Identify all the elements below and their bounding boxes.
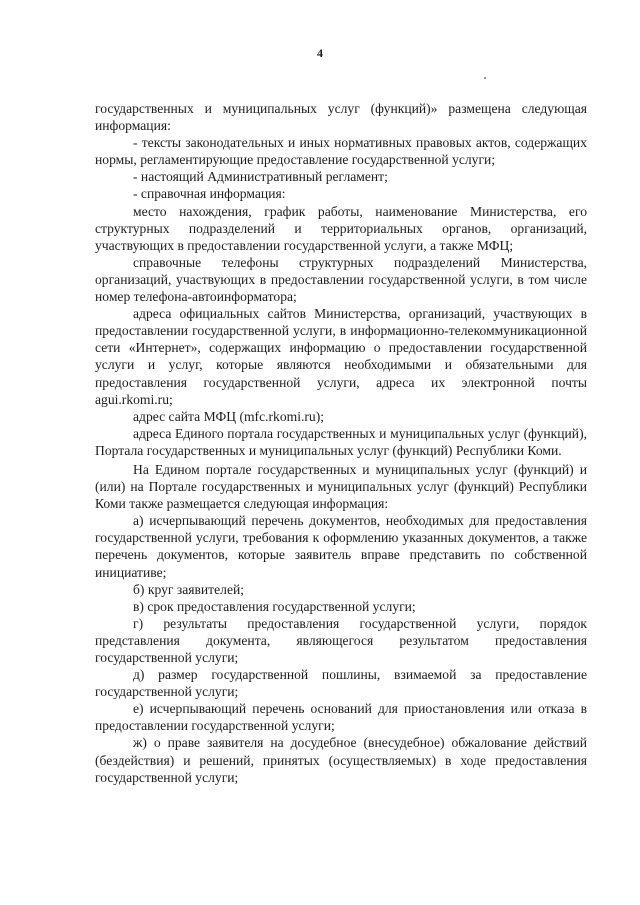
paragraph: ж) о праве заявителя на досудебное (внесудебное) обжалование действий (бездействия) и решений, принятых (осуществляемых) в ходе предоставления государственной услуги; xyxy=(95,735,587,785)
paragraph: государственных и муниципальных услуг (функций)» размещена следующая информация: xyxy=(95,101,587,134)
paragraph: место нахождения, график работы, наименование Министерства, его структурных подразделений и территориальных органов, организаций, участвующих в предоставлении государственной услуги, а также МФЦ; xyxy=(95,203,587,253)
paragraph: в) срок предоставления государственной услуги; xyxy=(133,598,416,614)
paragraph: - тексты законодательных и иных нормативных правовых актов, содержащих нормы, регламентирующие предоставление государственной услуги; xyxy=(95,135,587,168)
document-body xyxy=(95,100,587,786)
paragraph: На Едином портале государственных и муниципальных услуг (функций) и (или) на Портале государственных и муниципальных услуг (функций) Республики Коми также размещается следующая информация: xyxy=(95,461,587,512)
paragraph: д) размер государственной пошлины, взимаемой за предоставление государственной услуги; xyxy=(95,667,587,700)
paragraph: адреса Единого портала государственных и муниципальных услуг (функций), Портала государственных и муниципальных услуг (функций) Республики Коми. xyxy=(95,425,587,458)
paragraph: а) исчерпывающий перечень документов, необходимых для предоставления государственной услуги, требования к оформлению указанных документов, а также перечень документов, которые заявитель вправе представить по собственной инициативе; xyxy=(95,513,587,580)
paragraph: е) исчерпывающий перечень оснований для приостановления или отказа в предоставлении государственной услуги; xyxy=(95,701,587,734)
paragraph: б) круг заявителей; xyxy=(133,581,245,597)
paragraph: - справочная информация: xyxy=(133,186,286,202)
paragraph: адреса официальных сайтов Министерства, организаций, участвующих в предоставлении государственной услуги, в информационно-телекоммуникационной сети «Интернет», содержащих информацию о предоставлении государственной услуги и услуг, которые являются необходимыми и обязательными для предоставления государственной услуги, адреса их электронной почты agui.rkomi.ru; xyxy=(95,306,587,407)
page-number: 4 xyxy=(317,46,323,60)
paragraph: г) результаты предоставления государственной услуги, порядок представления документа, являющегося результатом предоставления государственной услуги; xyxy=(95,615,587,665)
paragraph: - настоящий Административный регламент; xyxy=(133,169,388,185)
scan-speck xyxy=(484,77,486,79)
paragraph: адрес сайта МФЦ (mfc.rkomi.ru); xyxy=(133,408,325,424)
paragraph: справочные телефоны структурных подразделений Министерства, организаций, участвующих в предоставлении государственной услуги, в том числе номер телефона-автоинформатора; xyxy=(95,254,587,305)
